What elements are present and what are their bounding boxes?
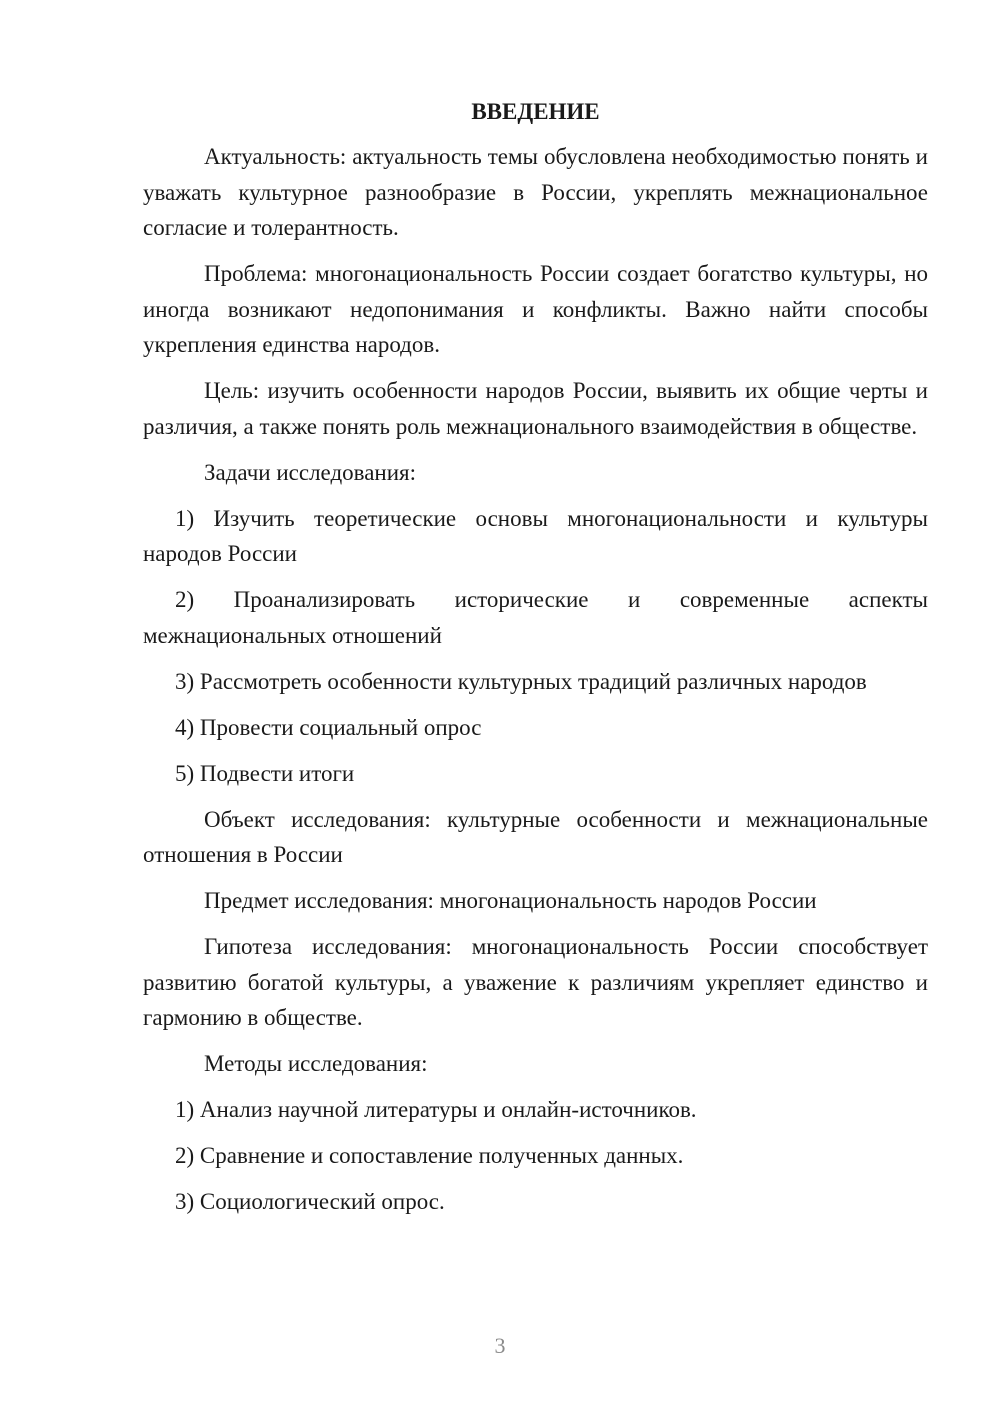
subject-paragraph: Предмет исследования: многонациональность народов России [204,888,817,913]
method-item-1: 1) Анализ научной литературы и онлайн-источников. [175,1097,697,1122]
methods-title: Методы исследования: [204,1051,428,1076]
object-paragraph: Объект исследования: культурные особенности и межнациональные отношения в России [143,806,928,867]
goal-paragraph: Цель: изучить особенности народов России, выявить их общие черты и различия, а также понять роль межнационального взаимодействия в обществе. [143,378,928,439]
tasks-title: Задачи исследования: [204,459,417,485]
hypothesis-paragraph: Гипотеза исследования: многонациональность России способствует развитию богатой культуры, а уважение к различиям укрепляет единство и гармонию в обществе. [143,934,928,1030]
task-item-3: 3) Рассмотреть особенности культурных традиций различных народов [175,668,867,694]
method-item-3: 3) Социологический опрос. [175,1189,445,1214]
task-item-4: 4) Провести социальный опрос [175,714,482,740]
method-item-2: 2) Сравнение и сопоставление полученных данных. [175,1143,684,1168]
page-content [143,94,928,1230]
task-item-1: 1) Изучить теоретические основы многонациональности и культуры народов России [143,505,928,566]
page-number: 3 [494,1333,506,1358]
task-item-5: 5) Подвести итоги [175,760,355,786]
page-title: ВВЕДЕНИЕ [471,99,600,124]
relevance-paragraph: Актуальность: актуальность темы обусловлена необходимостью понять и уважать культурное разнообразие в России, укреплять межнациональное согласие и толерантность. [143,144,928,240]
task-item-2: 2) Проанализировать исторические и современные аспекты межнациональных отношений [143,587,928,648]
problem-paragraph: Проблема: многонациональность России создает богатство культуры, но иногда возникают недопонимания и конфликты. Важно найти способы укрепления единства народов. [143,261,928,357]
